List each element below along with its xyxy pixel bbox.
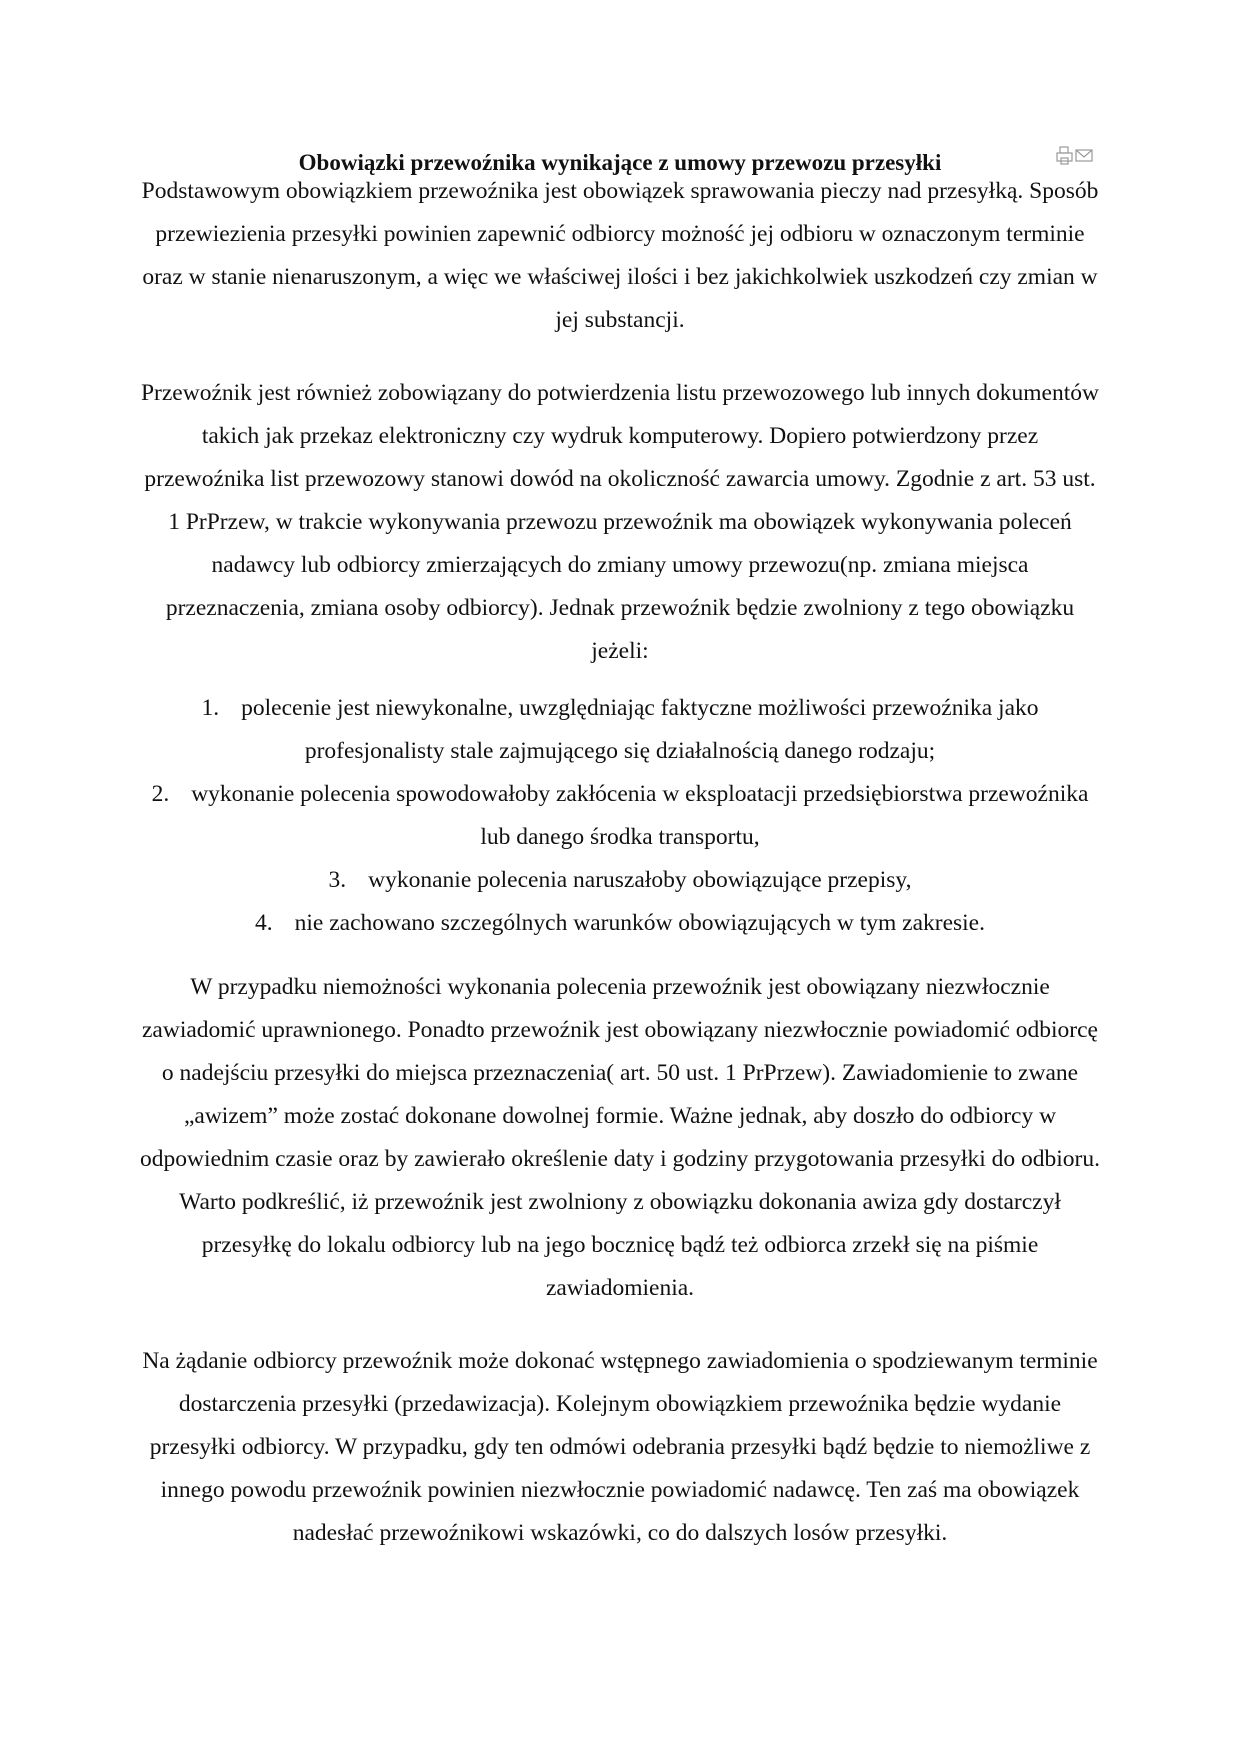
paragraph-1: Podstawowym obowiązkiem przewoźnika jest obowiązek sprawowania pieczy nad przesyłką. Sposób przewiezienia przesyłki powinien zapewnić odbiorcy możność jej odbioru w oznaczonym terminie oraz w stanie nienaruszonym, a więc we właściwej ilości i bez jakichkolwiek uszkodzeń czy zmian w jej substancji. (141, 178, 1099, 333)
print-icon[interactable] (1057, 147, 1072, 164)
list-item-text: wykonanie polecenia spowodowałoby zakłócenia w eksploatacji przedsiębiorstwa przewoźnika lub danego środka transportu, (191, 781, 1089, 850)
list-item-number: 2. (151, 781, 170, 807)
paragraph-2: Przewoźnik jest również zobowiązany do potwierdzenia listu przewozowego lub innych dokumentów takich jak przekaz elektroniczny czy wydruk komputerowy. Dopiero potwierdzony przez przewoźnika list przewozowy stanowi dowód na okoliczność zawarcia umowy. Zgodnie z art. 53 ust. 1 PrPrzew, w trakcie wykonywania przewozu przewoźnik ma obowiązek wykonywania poleceń nadawcy lub odbiorcy zmierzających do zmiany umowy przewozu(np. zmiana miejsca przeznaczenia, zmiana osoby odbiorcy). Jednak przewoźnik będzie zwolniony z tego obowiązku jeżeli: (140, 380, 1099, 664)
list-item-number: 4. (255, 910, 273, 936)
exemption-list (140, 687, 1100, 945)
mail-icon[interactable] (1076, 150, 1092, 161)
list-item-text: polecenie jest niewykonalne, uwzględniając faktyczne możliwości przewoźnika jako profesjonalisty stale zajmującego się działalnością danego rodzaju; (241, 695, 1039, 764)
paragraph-4: Na żądanie odbiorcy przewoźnik może dokonać wstępnego zawiadomienia o spodziewanym terminie dostarczenia przesyłki (przedawizacja). Kolejnym obowiązkiem przewoźnika będzie wydanie przesyłki odbiorcy. W przypadku, gdy ten odmówi odebrania przesyłki bądź będzie to niemożliwe z innego powodu przewoźnik powinien niezwłocznie powiadomić nadawcę. Ten zaś ma obowiązek nadesłać przewoźnikowi wskazówki, co do dalszych losów przesyłki. (142, 1348, 1098, 1546)
list-item (140, 902, 1100, 945)
print-mail-icons[interactable] (1056, 146, 1094, 166)
list-item (140, 859, 1100, 902)
list-item-text: wykonanie polecenia naruszałoby obowiązujące przepisy, (368, 867, 912, 893)
list-item (140, 773, 1100, 859)
document-title: Obowiązki przewoźnika wynikające z umowy przewozu przesyłki (298, 150, 942, 175)
list-item-number: 1. (201, 695, 220, 721)
list-item-text: nie zachowano szczególnych warunków obowiązujących w tym zakresie. (294, 910, 985, 936)
list-item-number: 3. (328, 867, 347, 893)
list-item (140, 687, 1100, 773)
paragraph-3: W przypadku niemożności wykonania polecenia przewoźnik jest obowiązany niezwłocznie zawiadomić uprawnionego. Ponadto przewoźnik jest obowiązany niezwłocznie powiadomić odbiorcę o nadejściu przesyłki do miejsca przeznaczenia( art. 50 ust. 1 PrPrzew). Zawiadomienie to zwane „awizem” może zostać dokonane dowolnej formie. Ważne jednak, aby doszło do odbiorcy w odpowiednim czasie oraz by zawierało określenie daty i godziny przygotowania przesyłki do odbioru. Warto podkreślić, iż przewoźnik jest zwolniony z obowiązku dokonania awiza gdy dostarczył przesyłkę do lokalu odbiorcy lub na jego bocznicę bądź też odbiorca zrzekł się na piśmie zawiadomienia. (140, 974, 1100, 1301)
